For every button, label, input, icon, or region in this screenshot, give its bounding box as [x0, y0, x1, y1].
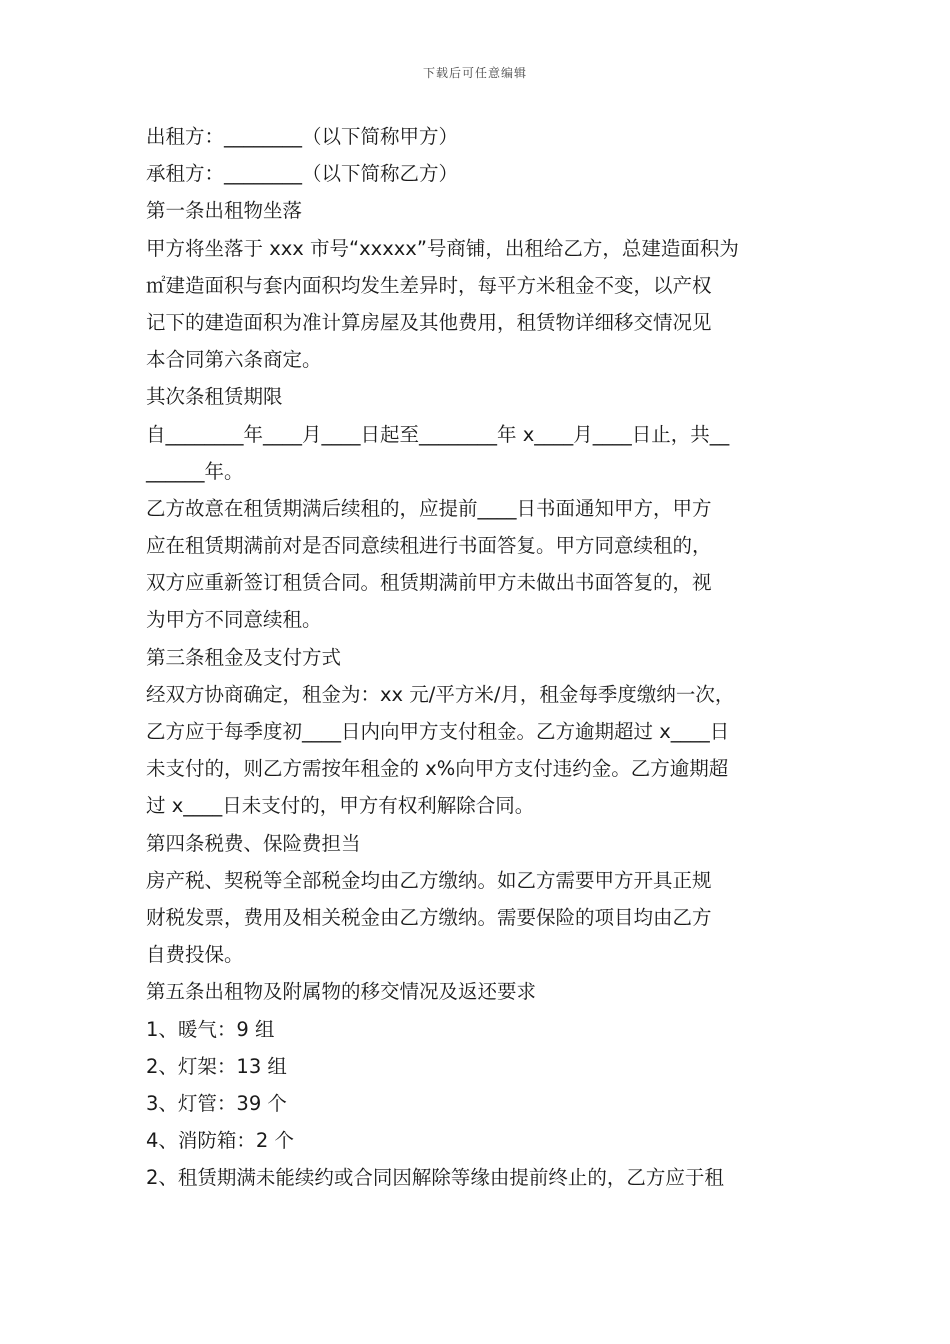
renewal-text-line: 乙方故意在租赁期满后续租的，应提前____日书面通知甲方，甲方 [146, 496, 712, 520]
list-item: 4、消防箱：2 个 [146, 1129, 295, 1153]
tax-text-line: 房产税、契税等全部税金均由乙方缴纳。如乙方需要甲方开具正规 [146, 868, 712, 892]
rent-text-line: 乙方应于每季度初____日内向甲方支付租金。乙方逾期超过 x____日 [146, 720, 730, 743]
tax-text-line: 财税发票，费用及相关税金由乙方缴纳。需要保险的项目均由乙方 [146, 905, 712, 929]
rent-text-line: 未支付的，则乙方需按年租金的 x%向甲方支付违约金。乙方逾期超 [146, 757, 729, 781]
renewal-text-line: 为甲方不同意续租。 [146, 608, 322, 632]
article-3-heading: 第三条租金及支付方式 [146, 645, 342, 669]
article-4-heading: 第四条税费、保险费担当 [146, 831, 361, 855]
return-text-line: 2、租赁期满未能续约或合同因解除等缘由提前终止的，乙方应于租 [146, 1166, 724, 1190]
article-1-heading: 第一条出租物坐落 [146, 199, 303, 223]
article-1-text-line: 本合同第六条商定。 [146, 348, 322, 372]
list-item: 1、暖气：9 组 [146, 1017, 275, 1041]
article-2-heading: 其次条租赁期限 [146, 385, 283, 409]
list-item: 3、灯管：39 个 [146, 1091, 287, 1115]
article-1-text-line: ㎡建造面积与套内面积均发生差异时，每平方米租金不变，以产权 [146, 273, 712, 297]
lease-term-line: 自________年____月____日起至________年 x____月____日止，共__ [146, 422, 730, 446]
lease-term-line: ______年。 [146, 459, 244, 483]
renewal-text-line: 应在租赁期满前对是否同意续租进行书面答复。甲方同意续租的， [146, 534, 712, 558]
lessor-line: 出租方：________（以下简称甲方） [146, 125, 459, 148]
renewal-text-line: 双方应重新签订租赁合同。租赁期满前甲方未做出书面答复的，视 [146, 571, 712, 595]
article-1-text-line: 甲方将坐落于 xxx 市号“xxxxx”号商铺，出租给乙方，总建造面积为 [146, 236, 739, 260]
article-1-text-line: 记下的建造面积为准计算房屋及其他费用，租赁物详细移交情况见 [146, 310, 712, 334]
lessee-line: 承租方：________（以下简称乙方） [146, 162, 459, 186]
article-5-heading: 第五条出租物及附属物的移交情况及返还要求 [146, 980, 537, 1004]
list-item: 2、灯架：13 组 [146, 1054, 287, 1078]
header-note: 下载后可任意编辑 [422, 66, 527, 80]
rent-text-line: 过 x____日未支付的，甲方有权利解除合同。 [146, 794, 535, 818]
tax-text-line: 自费投保。 [146, 943, 244, 967]
rent-text-line: 经双方协商确定，租金为：xx 元/平方米/月，租金每季度缴纳一次， [146, 682, 735, 706]
contract-body [146, 118, 814, 1196]
